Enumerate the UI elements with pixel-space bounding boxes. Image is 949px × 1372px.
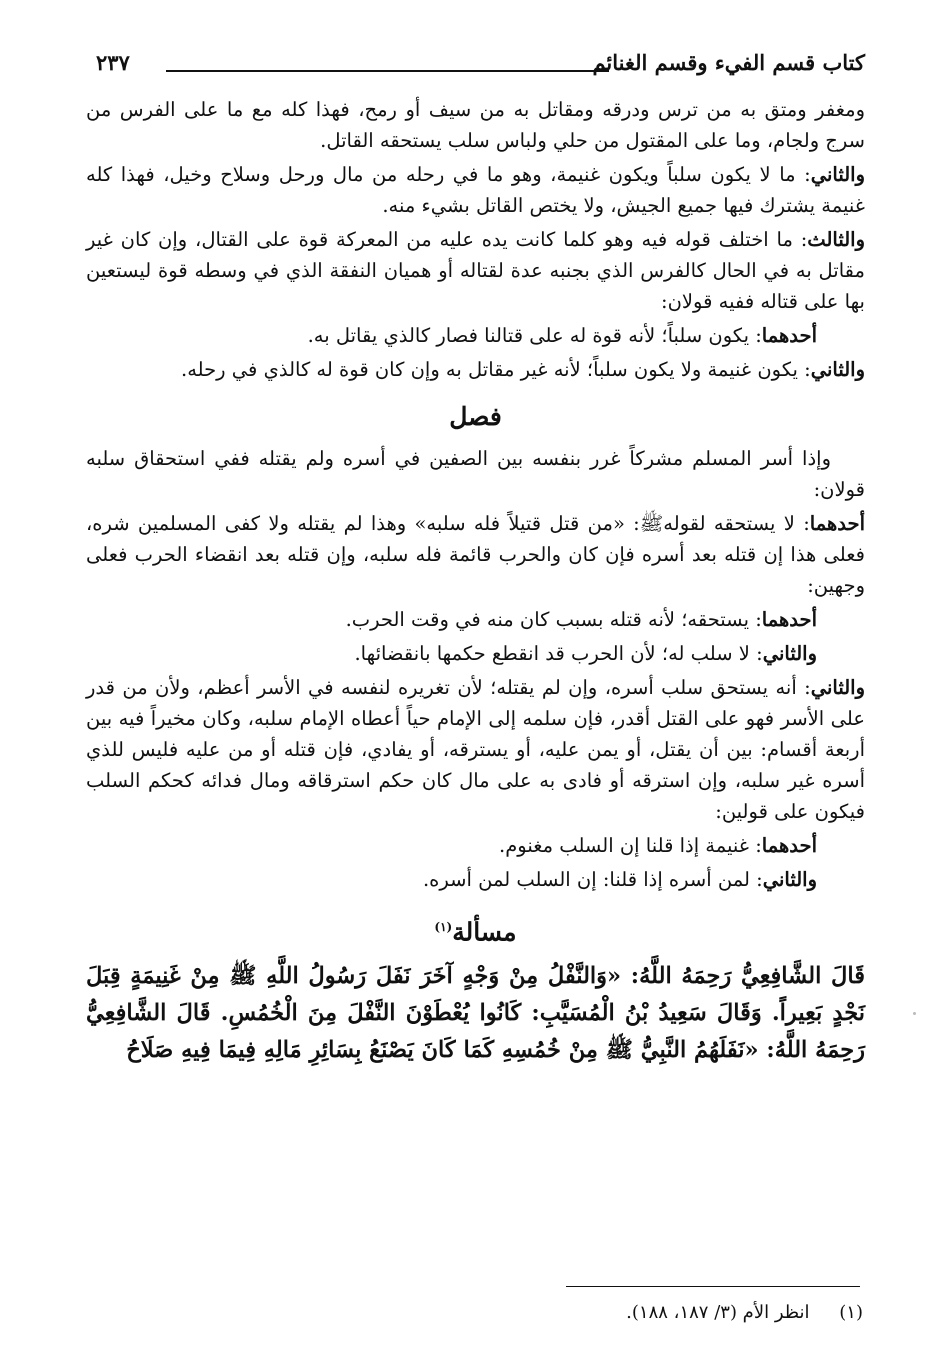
footnote-ref: (١): [434, 920, 453, 934]
main-text: [86, 94, 865, 1072]
paragraph-text: : يستحقه؛ لأنه قتله بسبب كان منه في وقت الحرب.: [345, 608, 762, 631]
paragraph-group: [86, 443, 865, 895]
footnote-text: انظر الأم (٣/ ١٨٧، ١٨٨).: [626, 1302, 810, 1323]
paragraph-label: أحدهما: [761, 324, 817, 347]
paragraph-text: : ما لا يكون سلباً ويكون غنيمة، وهو ما في رحله من مال ورحل وسلاح وخيل، فهذا كله غنيمة يشترك فيها جميع الجيش، ولا يختص القاتل بشيء منه.: [86, 163, 865, 217]
paragraph-label: والثاني: [762, 642, 817, 665]
paragraph-label: والثالث: [807, 228, 865, 251]
paragraph-text: ومغفر ومتق به من ترس ودرقه ومقاتل به من سيف أو رمح، فهذا كله مع ما على الفرس من سرج ولجام، وما على المقتول من حلي ولباس سلب يستحقه القاتل.: [86, 98, 865, 152]
running-header: [96, 50, 865, 94]
paragraph-text: : لا يستحقه لقولهﷺ: «من قتل قتيلاً فله سلبه» وهذا لم يقتله ولا كفى المسلمين شره، فعلى هذا إن قتله بعد أسره فإن كان والحرب قائمة فله سلبه، وإن قتله بعد انقضاء الحرب فعلى وجهين:: [86, 512, 865, 597]
paragraph: [86, 508, 865, 601]
footnote-number: (١): [839, 1302, 863, 1323]
paragraph: [86, 830, 865, 861]
masala-title-text: مسألة: [452, 917, 517, 947]
paragraph: [86, 159, 865, 221]
page-number: ٢٣٧: [96, 50, 130, 75]
paragraph-text: : ما اختلف قوله فيه وهو كلما كانت يده عليه من المعركة قوة على القتال، وإن كان غير مقاتل به في الحال كالفرس الذي بجنبه عدة لقتاله أو هميان النفقة الذي في وسطه قوة ليستعين بها على قتاله ففيه قولان:: [86, 228, 865, 313]
paragraph-label: أحدهما: [761, 834, 817, 857]
paragraph-text: : يكون سلباً؛ لأنه قوة له على قتالنا فصار كالذي يقاتل به.: [307, 324, 762, 347]
shafii-quote: قَالَ الشَّافِعِيُّ رَحِمَهُ اللَّهُ: «وَالنَّفْلُ مِنْ وَجْهٍ آخَرَ نَفَلَ رَسُولُ اللَّهِ ﷺ مِنْ غَنِيمَةٍ قِبَلَ نَجْدٍ بَعِيراً. وَقَالَ سَعِيدُ بْنُ الْمُسَيَّبِ: كَانُوا يُعْطَوْنَ النَّفْلَ مِنَ الْخُمُسِ. قَالَ الشَّافِعِيُّ رَحِمَهُ اللَّهُ: «نَفَلَهُمُ النَّبِيُّ ﷺ مِنْ خُمُسِهِ كَمَا كَانَ يَصْنَعُ بِسَائِرِ مَالِهِ فِيمَا فِيهِ صَلَاحُ: [86, 963, 865, 1064]
paragraph-text: : أنه يستحق سلب أسره، وإن لم يقتله؛ لأن تغريره لنفسه في الأسر أعظم، ولأن من قدر على الأسر فهو على القتل أقدر، فإن سلمه إلى الإمام حياً أعطاه الإمام سلبه، وكان مخيراً فيه بين أربعة أقسام: بين أن يقتل، أو يمن عليه، أو يسترقه، أو يفادي، فإن قتله أو من عليه فليس للذي أسره غير سلبه، وإن استرقه أو فادى به على مال كان حكم استرقاقه ومال فدائه كحكم السلب فيكون على قولين:: [86, 676, 865, 823]
paragraph: [86, 638, 865, 669]
paragraph: [86, 443, 865, 505]
paragraph-label: أحدهما: [761, 608, 817, 631]
paragraph: [86, 320, 865, 351]
paragraph-label: والثاني: [762, 868, 817, 891]
chapter-title: كتاب قسم الفيء وقسم الغنائم: [592, 50, 865, 75]
paragraph-label: والثاني: [810, 358, 865, 381]
masala-title: [86, 907, 865, 952]
paragraph: [86, 224, 865, 317]
paragraph-text: وإذا أسر المسلم مشركاً غرر بنفسه بين الصفين في أسره ولم يقتله ففي استحقاق سلبه قولان:: [86, 447, 865, 501]
paragraph-text: : غنيمة إذا قلنا إن السلب مغنوم.: [499, 834, 762, 857]
paragraph: [86, 864, 865, 895]
paragraph: [86, 672, 865, 827]
paragraph-label: والثاني: [810, 676, 865, 699]
paragraph-text: : لمن أسره إذا قلنا: إن السلب لمن أسره.: [422, 868, 763, 891]
paragraph-text: : لا سلب له؛ لأن الحرب قد انقطع حكمها بانقضائها.: [354, 642, 763, 665]
paragraph: [86, 604, 865, 635]
paragraph: [86, 354, 865, 385]
paragraph-label: والثاني: [810, 163, 865, 186]
footnote: [626, 1302, 863, 1323]
paragraph: [86, 94, 865, 156]
paragraph-group: [86, 94, 865, 385]
footnote-rule: [566, 1286, 860, 1287]
scan-speck: [913, 1012, 916, 1015]
header-rule: [166, 70, 609, 72]
section-title: فصل: [449, 402, 502, 431]
paragraph-label: أحدهما: [809, 512, 865, 535]
paragraph-text: : يكون غنيمة ولا يكون سلباً؛ لأنه غير مقاتل به وإن كان قوة له كالذي في رحله.: [181, 358, 811, 381]
